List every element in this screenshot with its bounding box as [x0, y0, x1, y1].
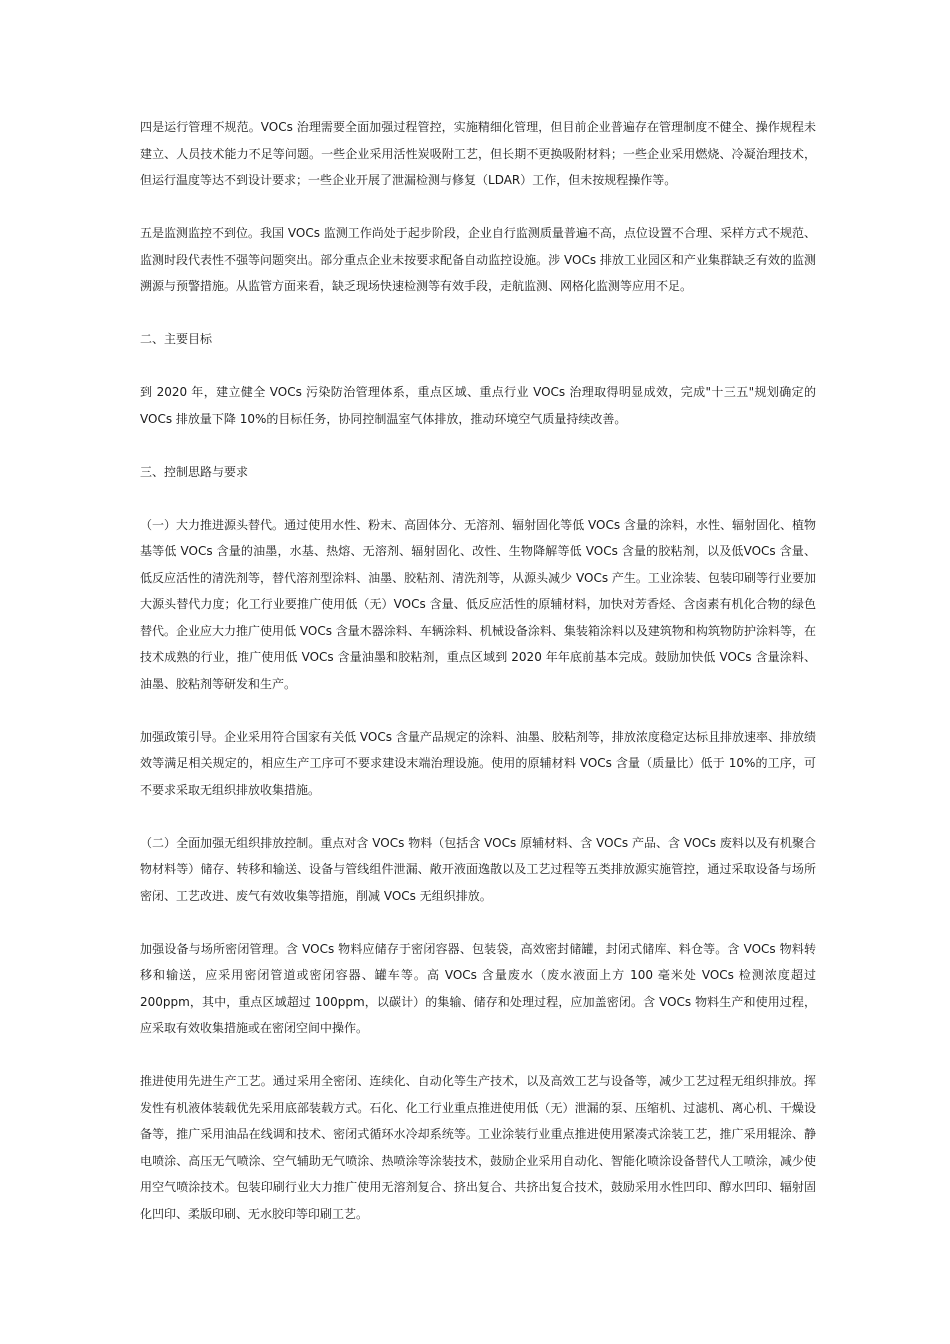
section-heading-control-approach: 三、控制思路与要求: [140, 464, 249, 479]
paragraph-monitoring: 五是监测监控不到位。我国 VOCs 监测工作尚处于起步阶段，企业自行监测质量普遍不高，点位设置不合理、采样方式不规范、监测时段代表性不强等问题突出。部分重点企业未按要求配备自动监控设施。涉 VOCs 排放工业园区和产业集群缺乏有效的监测溯源与预警措施。从监管方面来看，缺乏现场快速检测等有效手段，走航监测、网格化监测等应用不足。: [140, 226, 816, 293]
paragraph-source-substitution: （一）大力推进源头替代。通过使用水性、粉末、高固体分、无溶剂、辐射固化等低 VOCs 含量的涂料，水性、辐射固化、植物基等低 VOCs 含量的油墨，水基、热熔、无溶剂、辐射固化、改性、生物降解等低 VOCs 含量的胶粘剂，以及低VOCs 含量、低反应活性的清洗剂等，替代溶剂型涂料、油墨、胶粘剂、清洗剂等，从源头减少 VOCs 产生。工业涂装、包装印刷等行业要加大源头替代力度；化工行业要推广使用低（无）VOCs 含量、低反应活性的原辅材料，加快对芳香烃、含卤素有机化合物的绿色替代。企业应大力推广使用低 VOCs 含量木器涂料、车辆涂料、机械设备涂料、集装箱涂料以及建筑物和构筑物防护涂料等，在技术成熟的行业，推广使用低 VOCs 含量油墨和胶粘剂，重点区域到 2020 年年底前基本完成。鼓励加快低 VOCs 含量涂料、油墨、胶粘剂等研发和生产。: [140, 517, 816, 691]
section-heading-main-goals: 二、主要目标: [140, 332, 213, 346]
paragraph-equipment-sealing: 加强设备与场所密闭管理。含 VOCs 物料应储存于密闭容器、包装袋，高效密封储罐，封闭式储库、料仓等。含 VOCs 物料转移和输送，应采用密闭管道或密闭容器、罐车等。高 VOCs 含量废水（废水液面上方 100 毫米处 VOCs 检测浓度超过200ppm，其中，重点区域超过 100ppm，以碳计）的集输、储存和处理过程，应加盖密闭。含 VOCs 物料生产和使用过程，应采取有效收集措施或在密闭空间中操作。: [140, 941, 816, 1035]
paragraph-goals: 到 2020 年，建立健全 VOCs 污染防治管理体系，重点区域、重点行业 VOCs 治理取得明显成效，完成"十三五"规划确定的VOCs 排放量下降 10%的目标任务，协同控制温室气体排放，推动环境空气质量持续改善。: [140, 385, 816, 426]
paragraph-advanced-processes: 推进使用先进生产工艺。通过采用全密闭、连续化、自动化等生产技术，以及高效工艺与设备等，减少工艺过程无组织排放。挥发性有机液体装载优先采用底部装载方式。石化、化工行业重点推进使用低（无）泄漏的泵、压缩机、过滤机、离心机、干燥设备等，推广采用油品在线调和技术、密闭式循环水冷却系统等。工业涂装行业重点推进使用紧凑式涂装工艺，推广采用辊涂、静电喷涂、高压无气喷涂、空气辅助无气喷涂、热喷涂等涂装技术，鼓励企业采用自动化、智能化喷涂设备替代人工喷涂，减少使用空气喷涂技术。包装印刷行业大力推广使用无溶剂复合、挤出复合、共挤出复合技术，鼓励采用水性凹印、醇水凹印、辐射固化凹印、柔版印刷、无水胶印等印刷工艺。: [140, 1074, 816, 1221]
paragraph-operation-management: 四是运行管理不规范。VOCs 治理需要全面加强过程管控，实施精细化管理，但目前企业普遍存在管理制度不健全、操作规程未建立、人员技术能力不足等问题。一些企业采用活性炭吸附工艺，但长期不更换吸附材料；一些企业采用燃烧、冷凝治理技术，但运行温度等达不到设计要求；一些企业开展了泄漏检测与修复（LDAR）工作，但未按规程操作等。: [140, 120, 816, 187]
paragraph-fugitive-emission-control: （二）全面加强无组织排放控制。重点对含 VOCs 物料（包括含 VOCs 原辅材料、含 VOCs 产品、含 VOCs 废料以及有机聚合物材料等）储存、转移和输送、设备与管线组件泄漏、敞开液面逸散以及工艺过程等五类排放源实施管控，通过采取设备与场所密闭、工艺改进、废气有效收集等措施，削减 VOCs 无组织排放。: [140, 835, 816, 903]
paragraph-policy-guidance: 加强政策引导。企业采用符合国家有关低 VOCs 含量产品规定的涂料、油墨、胶粘剂等，排放浓度稳定达标且排放速率、排放绩效等满足相关规定的，相应生产工序可不要求建设末端治理设施。使用的原辅材料 VOCs 含量（质量比）低于 10%的工序，可不要求采取无组织排放收集措施。: [140, 729, 816, 797]
document-body: [140, 114, 816, 1254]
